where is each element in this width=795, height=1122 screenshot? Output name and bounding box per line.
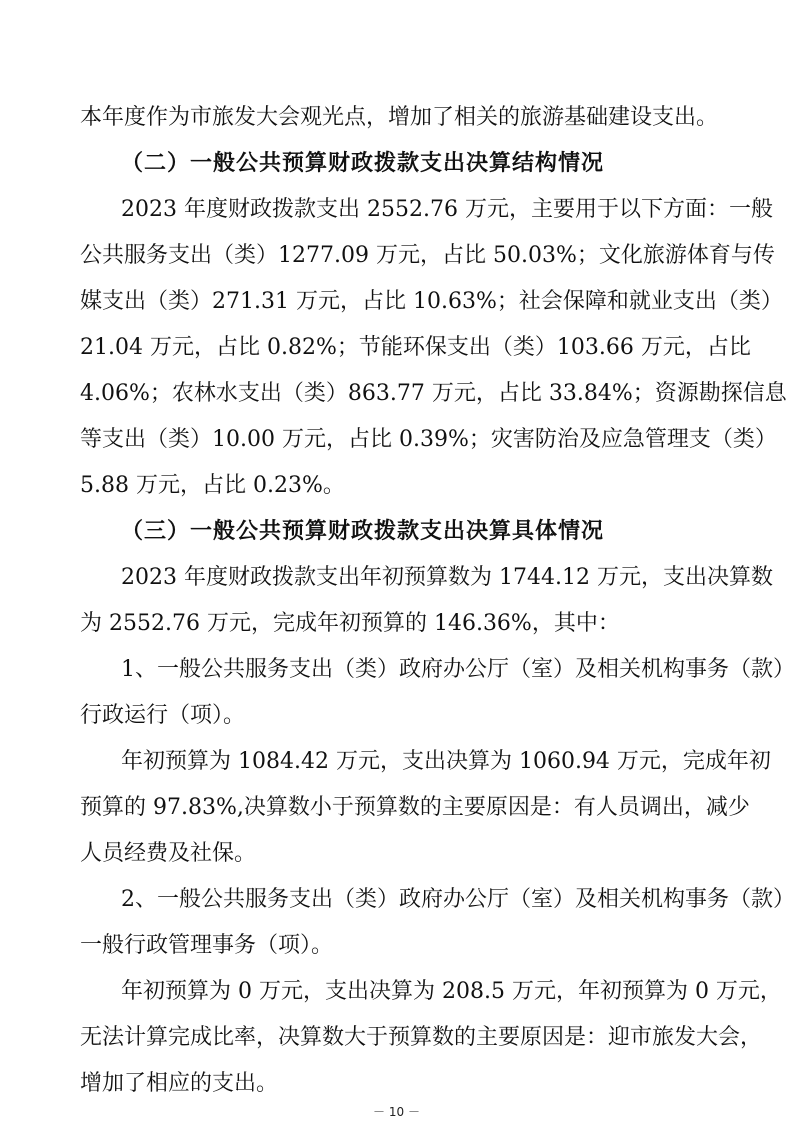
- item-title-line: 1、一般公共服务支出（类）政府办公厅（室）及相关机构事务（款）: [121, 657, 795, 682]
- body-text-line: 4.06%；农林水支出（类）863.77 万元，占比 33.84%；资源勘探信息: [80, 381, 787, 406]
- body-text-line: 21.04 万元，占比 0.82%；节能环保支出（类）103.66 万元，占比: [80, 335, 751, 360]
- body-text-line: 本年度作为市旅发大会观光点，增加了相关的旅游基础建设支出。: [80, 105, 719, 130]
- body-text-line: 年初预算为 0 万元，支出决算为 208.5 万元，年初预算为 0 万元，: [121, 979, 782, 1004]
- body-text-line: 公共服务支出（类）1277.09 万元，占比 50.03%；文化旅游体育与传: [80, 243, 775, 268]
- body-text-line: 年初预算为 1084.42 万元，支出决算为 1060.94 万元，完成年初: [121, 749, 771, 774]
- item-title-line: 2、一般公共服务支出（类）政府办公厅（室）及相关机构事务（款）: [121, 887, 795, 912]
- body-text-line: 增加了相应的支出。: [80, 1071, 279, 1096]
- body-text-line: 2023 年度财政拨款支出 2552.76 万元，主要用于以下方面：一般: [121, 197, 773, 222]
- item-title-line: 一般行政管理事务（项）。: [80, 933, 334, 958]
- page-number: － 10 －: [373, 1105, 420, 1119]
- body-text-line: 无法计算完成比率，决算数大于预算数的主要原因是：迎市旅发大会，: [80, 1025, 763, 1050]
- body-text-line: 人员经费及社保。: [80, 841, 257, 866]
- section-heading-structure: （二）一般公共预算财政拨款支出决算结构情况: [121, 151, 605, 176]
- body-text-line: 5.88 万元，占比 0.23%。: [80, 473, 345, 498]
- body-text-line: 2023 年度财政拨款支出年初预算数为 1744.12 万元，支出决算数: [121, 565, 773, 590]
- body-text-line: 等支出（类）10.00 万元，占比 0.39%；灾害防治及应急管理支（类）: [80, 427, 777, 452]
- body-text-line: 媒支出（类）271.31 万元，占比 10.63%；社会保障和就业支出（类）: [80, 289, 783, 314]
- section-heading-details: （三）一般公共预算财政拨款支出决算具体情况: [121, 519, 605, 544]
- item-title-line: 行政运行（项）。: [80, 703, 246, 728]
- body-text-line: 预算的 97.83%,决算数小于预算数的主要原因是：有人员调出，减少: [80, 795, 750, 820]
- body-text-line: 为 2552.76 万元，完成年初预算的 146.36%，其中：: [80, 611, 620, 636]
